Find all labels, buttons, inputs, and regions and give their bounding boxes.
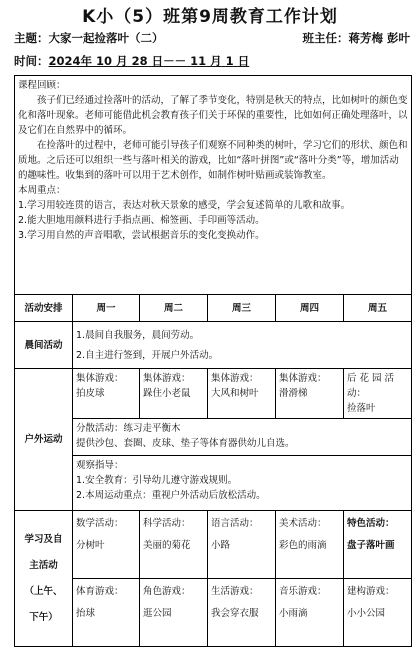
goal-item: 2.能大胆地用颜料进行手指点画、棉签画、手印画等活动。 — [18, 215, 265, 226]
outdoor-guide-row — [15, 456, 412, 511]
morning-label: 晨间活动 — [15, 322, 73, 369]
study-thursday — [276, 511, 344, 579]
theme-value: 大家一起捡落叶（二） — [48, 31, 164, 45]
study-row-2 — [15, 579, 412, 647]
activity-title: 特色活动： — [347, 518, 395, 529]
time-day-end: 1 — [225, 54, 234, 68]
day-label-end: 日 — [237, 54, 250, 68]
review-heading: 课程回顾： — [18, 80, 66, 91]
game-thursday — [276, 579, 344, 647]
activity-value: 逛公园 — [143, 608, 172, 619]
header-wednesday: 周三 — [208, 295, 276, 322]
theme-label: 主题： — [14, 31, 49, 45]
outdoor-label: 户外运动 — [15, 369, 73, 511]
game-title: 集体游戏： — [143, 373, 191, 384]
morning-line: 2.自主进行签到，开展户外活动。 — [76, 349, 219, 361]
theme-line — [14, 30, 410, 46]
game-value: 大风和树叶 — [211, 388, 259, 399]
goal-item: 1.学习用较连贯的语言，表达对秋天景象的感受，学会复述简单的儿歌和故事。 — [18, 200, 351, 211]
scatter-line: 提供沙包、套圈、皮球、垫子等体育器供幼儿自选。 — [76, 438, 295, 449]
time-year: 2024年 — [48, 54, 93, 68]
study-label-line: 主活动 — [29, 559, 58, 571]
game-title: 集体游戏： — [211, 373, 259, 384]
game-title: 集体游戏： — [76, 373, 124, 384]
study-row-1 — [15, 511, 412, 579]
activity-title: 音乐游戏： — [279, 586, 327, 597]
time-day-start: 28 — [131, 54, 148, 68]
game-title: 集体游戏： — [279, 373, 327, 384]
header-friday: 周五 — [344, 295, 412, 322]
goals-heading: 本周重点： — [18, 185, 66, 196]
teachers-label: 班主任： — [302, 31, 349, 45]
header-monday: 周一 — [73, 295, 140, 322]
study-friday — [344, 511, 412, 579]
theme — [14, 30, 164, 46]
game-value: 跺住小老鼠 — [143, 388, 191, 399]
outdoor-games-row — [15, 369, 412, 419]
activity-value: 分树叶 — [76, 540, 105, 551]
guide-line: 观察指导： — [76, 460, 124, 471]
plan-table — [14, 75, 412, 647]
activity-value: 抬球 — [76, 608, 96, 619]
day-label-start: 日 — [151, 54, 164, 68]
teachers-value: 蒋芳梅 彭叶 — [348, 31, 410, 45]
outdoor-game-tuesday — [140, 369, 208, 419]
scatter-line: 分散活动：练习走平衡木 — [76, 423, 181, 434]
outdoor-game-thursday — [276, 369, 344, 419]
guide-line: 1.安全教育：引导幼儿遵守游戏规则。 — [76, 475, 238, 486]
page-title: K小（5）班第9周教育工作计划 — [82, 7, 338, 27]
teachers — [302, 30, 410, 46]
activity-title: 美术活动： — [279, 518, 327, 529]
activity-value: 盘子落叶画 — [347, 540, 395, 551]
header-activity: 活动安排 — [15, 295, 73, 322]
morning-line: 1.晨间自我服务，晨间劳动。 — [76, 329, 200, 341]
time-month-start: 10 — [96, 54, 113, 68]
month-label-start: 月 — [116, 54, 128, 68]
time-month-end: 11 — [190, 54, 207, 68]
activity-title: 语言活动： — [211, 518, 259, 529]
outdoor-scatter — [73, 419, 412, 456]
study-label-line: 下午） — [29, 611, 58, 623]
review-paragraph-1: 孩子们已经通过捡落叶的活动，了解了季节变化，特别是秋天的特点，比如树叶的颜色变化和落叶现象。老师可能借此机会教育孩子们关于环保的重要性，比如如何正确处理落叶，以及它们在自然界中的循环。 — [18, 95, 408, 136]
activity-title: 角色游戏： — [143, 586, 191, 597]
game-title: 后 花 园 活动： — [347, 373, 395, 399]
guide-line: 2.本周运动重点：重视户外活动后放松活动。 — [76, 490, 266, 501]
time-range — [49, 54, 250, 68]
activity-title: 数学活动： — [76, 518, 124, 529]
course-review — [15, 76, 412, 295]
activity-title: 生活游戏： — [211, 586, 259, 597]
outdoor-game-monday — [73, 369, 140, 419]
activity-title: 科学活动： — [143, 518, 191, 529]
activity-value: 小路 — [211, 540, 231, 551]
activity-value: 彩色的雨滴 — [279, 540, 327, 551]
game-friday — [344, 579, 412, 647]
header-thursday: 周四 — [276, 295, 344, 322]
outdoor-guide — [73, 456, 412, 511]
study-label — [15, 511, 73, 647]
time-line — [14, 53, 410, 69]
activity-value: 我会穿衣服 — [211, 608, 259, 619]
activity-value: 小小公园 — [347, 608, 386, 619]
activity-title: 体育游戏： — [76, 586, 124, 597]
study-label-line: （上午、 — [24, 585, 63, 597]
header-tuesday: 周二 — [140, 295, 208, 322]
game-monday — [73, 579, 140, 647]
outdoor-game-friday — [344, 369, 412, 419]
goal-item: 3.学习用自然的声音唱歌，尝试根据音乐的变化变换动作。 — [18, 230, 265, 241]
morning-content — [73, 322, 412, 369]
activity-title: 建构游戏： — [347, 586, 395, 597]
study-label-line: 学习及自 — [24, 533, 63, 545]
game-wednesday — [208, 579, 276, 647]
game-value: 拍皮球 — [76, 388, 105, 399]
game-value: 捡落叶 — [347, 403, 376, 414]
game-value: 滑滑梯 — [279, 388, 308, 399]
header-row — [15, 295, 412, 322]
review-row — [15, 76, 412, 295]
morning-row — [15, 322, 412, 369]
study-monday — [73, 511, 140, 579]
study-wednesday — [208, 511, 276, 579]
month-label-end: 月 — [210, 54, 222, 68]
review-paragraph-2: 在捡落叶的过程中，老师可能引导孩子们观察不同种类的树叶，学习它们的形状、颜色和质地。之后还可以组织一些与落叶相关的游戏，比如“落叶拼图”或“落叶分类”等，增加活动的趣味性。收集到的落叶可以用于艺术创作，如制作树叶贴画或装饰教室。 — [18, 140, 408, 181]
game-tuesday — [140, 579, 208, 647]
time-label: 时间： — [14, 54, 49, 68]
outdoor-scatter-row — [15, 419, 412, 456]
activity-value: 美丽的菊花 — [143, 540, 191, 551]
time-separator: －－ — [163, 54, 187, 68]
activity-value: 小雨滴 — [279, 608, 308, 619]
study-tuesday — [140, 511, 208, 579]
outdoor-game-wednesday — [208, 369, 276, 419]
